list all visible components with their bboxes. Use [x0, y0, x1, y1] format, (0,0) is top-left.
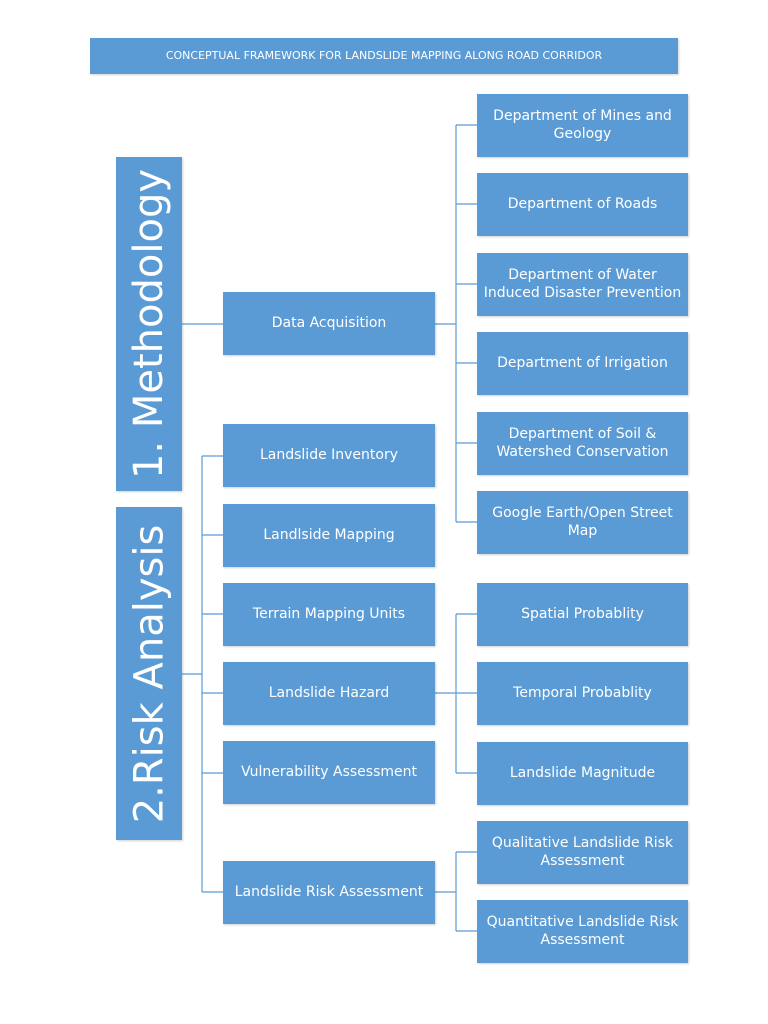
leaf-label: Department of Irrigation	[497, 354, 668, 371]
leaf-label: Landslide Magnitude	[509, 764, 656, 781]
node-landslide-mapping	[223, 504, 435, 567]
hazard-temporal-probability	[477, 662, 688, 725]
node-terrain-mapping-units	[223, 583, 435, 646]
node-label: Landlside Mapping	[263, 526, 395, 543]
diagram-title-text: CONCEPTUAL FRAMEWORK FOR LANDSLIDE MAPPING ALONG ROAD CORRIDOR	[165, 48, 603, 62]
section-methodology	[116, 157, 182, 491]
risk-quantitative	[477, 900, 688, 963]
source-mines-geology	[477, 94, 688, 157]
source-roads	[477, 173, 688, 236]
node-label: Landslide Inventory	[259, 446, 399, 463]
node-landslide-inventory	[223, 424, 435, 487]
leaf-label: Department of Mines and Geology	[493, 107, 672, 142]
node-label: Landslide Hazard	[268, 684, 390, 701]
section-risk-analysis	[116, 507, 182, 840]
node-label: Landslide Risk Assessment	[234, 883, 424, 900]
source-irrigation	[477, 332, 688, 395]
node-landslide-hazard	[223, 662, 435, 725]
leaf-label: Spatial Probablity	[521, 605, 644, 622]
node-vulnerability-assessment	[223, 741, 435, 804]
node-landslide-risk-assessment	[223, 861, 435, 924]
node-label: Vulnerability Assessment	[241, 763, 417, 780]
leaf-label: Department of Roads	[507, 195, 658, 212]
source-water-disaster	[477, 253, 688, 316]
section-risk-analysis-label: 2.Risk Analysis	[126, 524, 172, 823]
node-label: Terrain Mapping Units	[252, 605, 406, 622]
source-soil-watershed	[477, 412, 688, 475]
hazard-landslide-magnitude	[477, 742, 688, 805]
source-google-osm	[477, 491, 688, 554]
section-methodology-label: 1. Methodology	[126, 168, 172, 480]
node-data-acquisition	[223, 292, 435, 355]
risk-qualitative	[477, 821, 688, 884]
leaf-label: Department of Water Induced Disaster Prevention	[483, 266, 682, 301]
leaf-label: Temporal Probablity	[513, 684, 652, 701]
diagram-title	[90, 38, 678, 74]
hazard-spatial-probability	[477, 583, 688, 646]
leaf-label: Department of Soil & Watershed Conservation	[496, 425, 669, 460]
node-label: Data Acquisition	[271, 314, 387, 331]
leaf-label: Quantitative Landslide Risk Assessment	[486, 913, 679, 948]
leaf-label: Google Earth/Open Street Map	[492, 504, 673, 539]
leaf-label: Qualitative Landslide Risk Assessment	[491, 834, 674, 869]
